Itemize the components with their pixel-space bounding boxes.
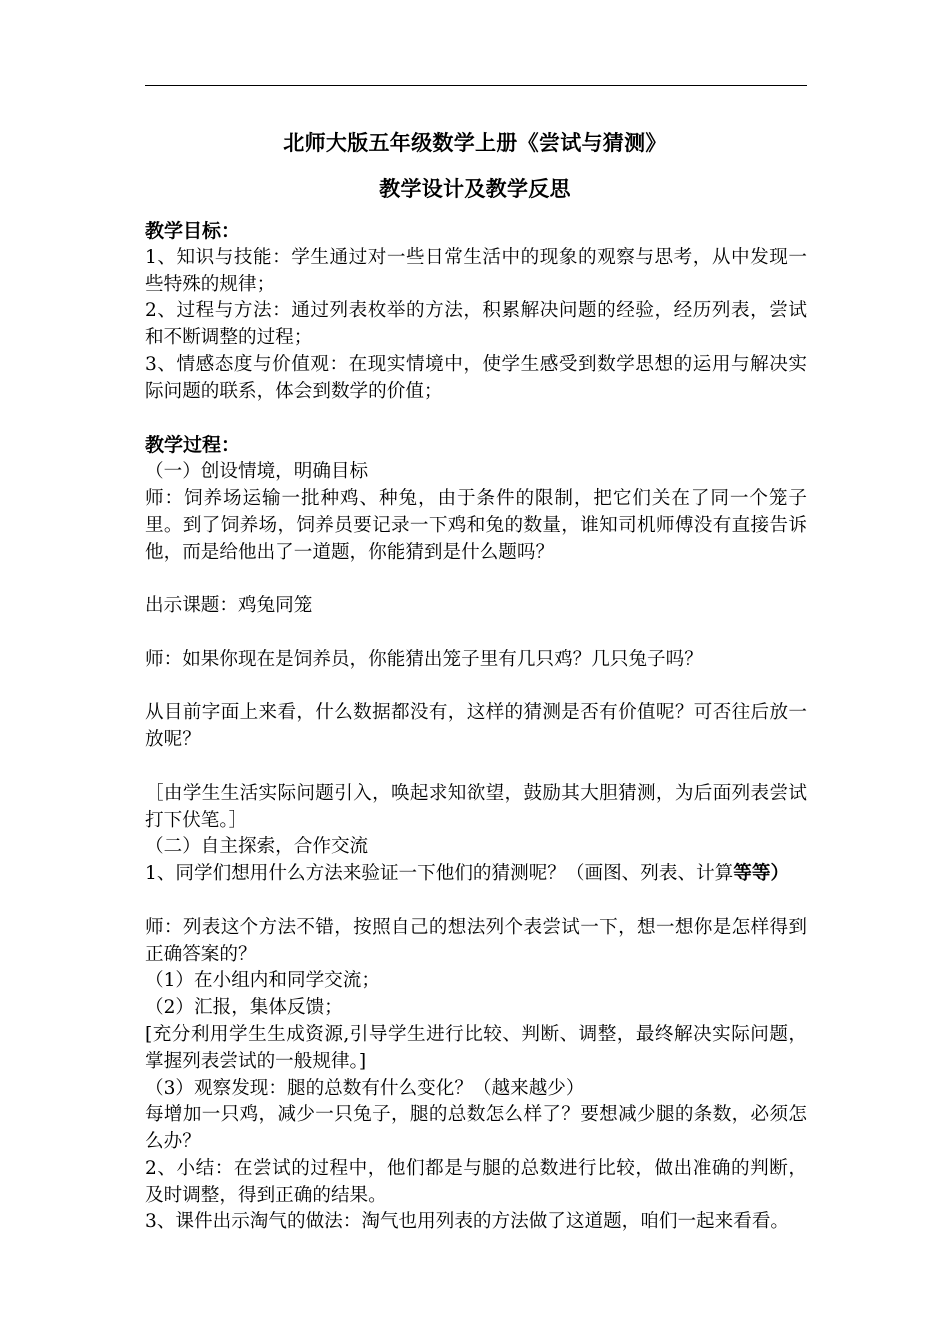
header-rule bbox=[145, 85, 807, 86]
paragraph-method-question bbox=[145, 861, 807, 888]
paragraph-topic: 出示课题：鸡兔同笼 bbox=[145, 595, 313, 617]
paragraph-taoqi: 3、课件出示淘气的做法：淘气也用列表的方法做了这道题，咱们一起来看看。 bbox=[145, 1211, 790, 1233]
paragraph-step-3: （3）观察发现：腿的总数有什么变化？（越来越少） bbox=[145, 1077, 585, 1099]
document-subtitle: 教学设计及教学反思 bbox=[379, 177, 571, 201]
paragraph-step-2: （2）汇报，集体反馈； bbox=[145, 997, 343, 1019]
paragraph-value-question: 从目前字面上来看，什么数据都没有，这样的猜测是否有价值呢？可否往后放一放呢？ bbox=[145, 702, 807, 751]
objective-item-3: 3、情感态度与价值观：在现实情境中，使学生感受到数学思想的运用与解决实际问题的联系，体会到数学的价值； bbox=[145, 353, 807, 402]
section-1-title: （一）创设情境，明确目标 bbox=[145, 461, 369, 483]
document-title: 北师大版五年级数学上册《尝试与猜测》 bbox=[283, 131, 667, 155]
objective-item-2: 2、过程与方法：通过列表枚举的方法，积累解决问题的经验，经历列表，尝试和不断调整的过程； bbox=[145, 300, 807, 349]
paragraph-note-1: ［由学生生活实际问题引入，唤起求知欲望，鼓励其大胆猜测，为后面列表尝试打下伏笔。］ bbox=[145, 782, 807, 831]
process-heading: 教学过程： bbox=[145, 434, 241, 457]
section-2-title: （二）自主探索，合作交流 bbox=[145, 836, 369, 858]
spacer bbox=[145, 674, 807, 701]
paragraph-guess-question: 师：如果你现在是饲养员，你能猜出笼子里有几只鸡？几只兔子吗？ bbox=[145, 648, 703, 670]
method-question-bold: 等等） bbox=[733, 863, 790, 885]
paragraph-scenario: 师：饲养场运输一批种鸡、种兔，由于条件的限制，把它们关在了同一个笼子里。到了饲养场，饲养员要记录一下鸡和兔的数量，谁知司机师傅没有直接告诉他，而是给他出了一道题，你能猜到是什么题吗？ bbox=[145, 487, 807, 563]
spacer bbox=[145, 566, 807, 593]
paragraph-summary: 2、小结：在尝试的过程中，他们都是与腿的总数进行比较，做出准确的判断，及时调整，得到正确的结果。 bbox=[145, 1157, 807, 1206]
spacer bbox=[145, 620, 807, 647]
paragraph-step-1: （1）在小组内和同学交流； bbox=[145, 970, 380, 992]
spacer bbox=[145, 888, 807, 915]
method-question-text: 1、同学们想用什么方法来验证一下他们的猜测呢？（画图、列表、计算 bbox=[145, 863, 734, 885]
paragraph-note-2: [充分利用学生生成资源,引导学生进行比较、判断、调整，最终解决实际问题，掌握列表尝试的一般规律。] bbox=[145, 1023, 807, 1072]
spacer bbox=[145, 406, 807, 433]
spacer bbox=[145, 754, 807, 781]
paragraph-legs-question: 每增加一只鸡，减少一只兔子，腿的总数怎么样了？要想减少腿的条数，必须怎么办？ bbox=[145, 1104, 807, 1153]
paragraph-table-method: 师：列表这个方法不错，按照自己的想法列个表尝试一下，想一想你是怎样得到正确答案的？ bbox=[145, 916, 807, 965]
objective-item-1: 1、知识与技能：学生通过对一些日常生活中的现象的观察与思考，从中发现一些特殊的规律； bbox=[145, 246, 807, 295]
objectives-heading: 教学目标： bbox=[145, 220, 241, 242]
document-body bbox=[145, 218, 807, 1236]
